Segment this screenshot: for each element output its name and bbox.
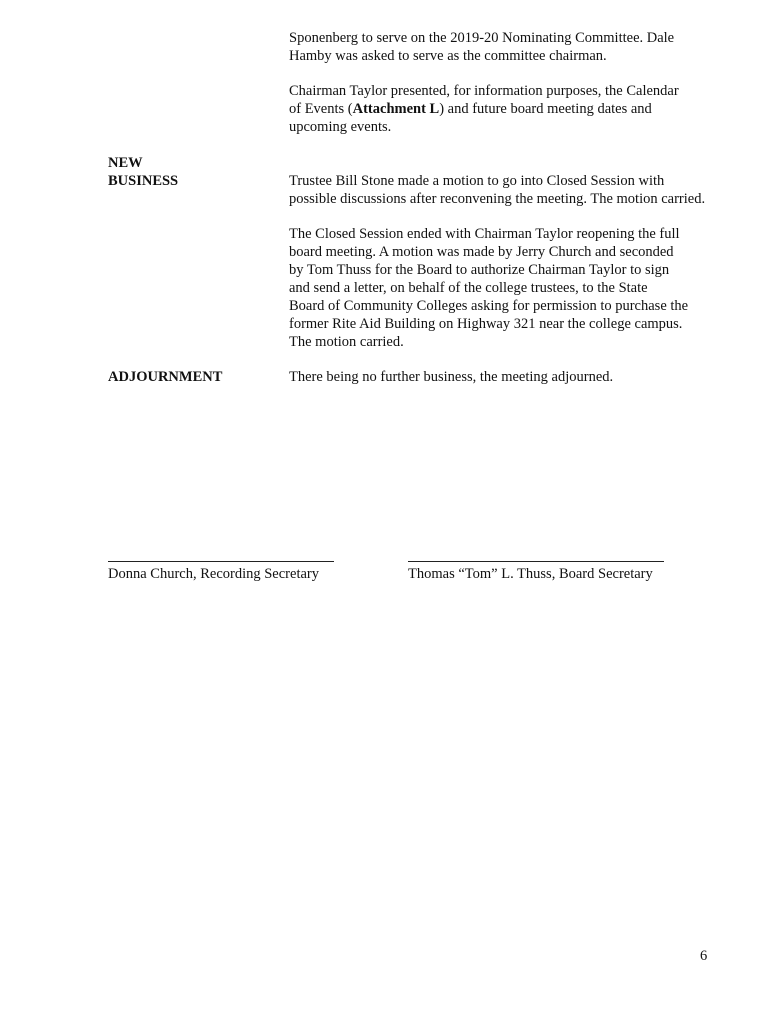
paragraph-line: The Closed Session ended with Chairman Taylor reopening the full	[289, 226, 680, 242]
adjournment-text	[289, 368, 739, 386]
paragraph-line: possible discussions after reconvening the meeting. The motion carried.	[289, 191, 706, 207]
paragraph-line: Hamby was asked to serve as the committee chairman.	[289, 48, 607, 64]
attachment-reference: Attachment L	[352, 101, 440, 117]
new-business-paragraph-1	[289, 172, 739, 208]
signature-name-right: Thomas “Tom” L. Thuss, Board Secretary	[408, 566, 653, 582]
signature-name-left: Donna Church, Recording Secretary	[108, 566, 319, 582]
label-line: BUSINESS	[108, 173, 179, 189]
continued-paragraph	[289, 29, 739, 65]
section-label-new-business	[108, 154, 278, 190]
paragraph-line: by Tom Thuss for the Board to authorize Chairman Taylor to sign	[289, 262, 670, 278]
paragraph-line: Sponenberg to serve on the 2019-20 Nominating Committee. Dale	[289, 30, 675, 46]
paragraph-line: Trustee Bill Stone made a motion to go into Closed Session with	[289, 173, 665, 189]
paragraph-line: Board of Community Colleges asking for permission to purchase the	[289, 298, 689, 314]
paragraph-line: The motion carried.	[289, 334, 404, 350]
calendar-paragraph	[289, 82, 739, 136]
signature-line-right	[408, 561, 664, 562]
page-number: 6	[700, 948, 708, 964]
paragraph-line	[289, 100, 739, 118]
paragraph-line: and send a letter, on behalf of the college trustees, to the State	[289, 280, 648, 296]
paragraph-line: upcoming events.	[289, 119, 392, 135]
label-line: NEW	[108, 155, 143, 171]
paragraph-line: former Rite Aid Building on Highway 321 near the college campus.	[289, 316, 683, 332]
paragraph-line: board meeting. A motion was made by Jerry Church and seconded	[289, 244, 674, 260]
signature-line-left	[108, 561, 334, 562]
paragraph-line: There being no further business, the meeting adjourned.	[289, 369, 614, 385]
text-run: of Events (	[289, 101, 353, 117]
section-label-adjournment: ADJOURNMENT	[108, 369, 223, 385]
new-business-paragraph-2	[289, 225, 739, 351]
text-run: ) and future board meeting dates and	[439, 101, 652, 117]
paragraph-line: Chairman Taylor presented, for information purposes, the Calendar	[289, 83, 679, 99]
